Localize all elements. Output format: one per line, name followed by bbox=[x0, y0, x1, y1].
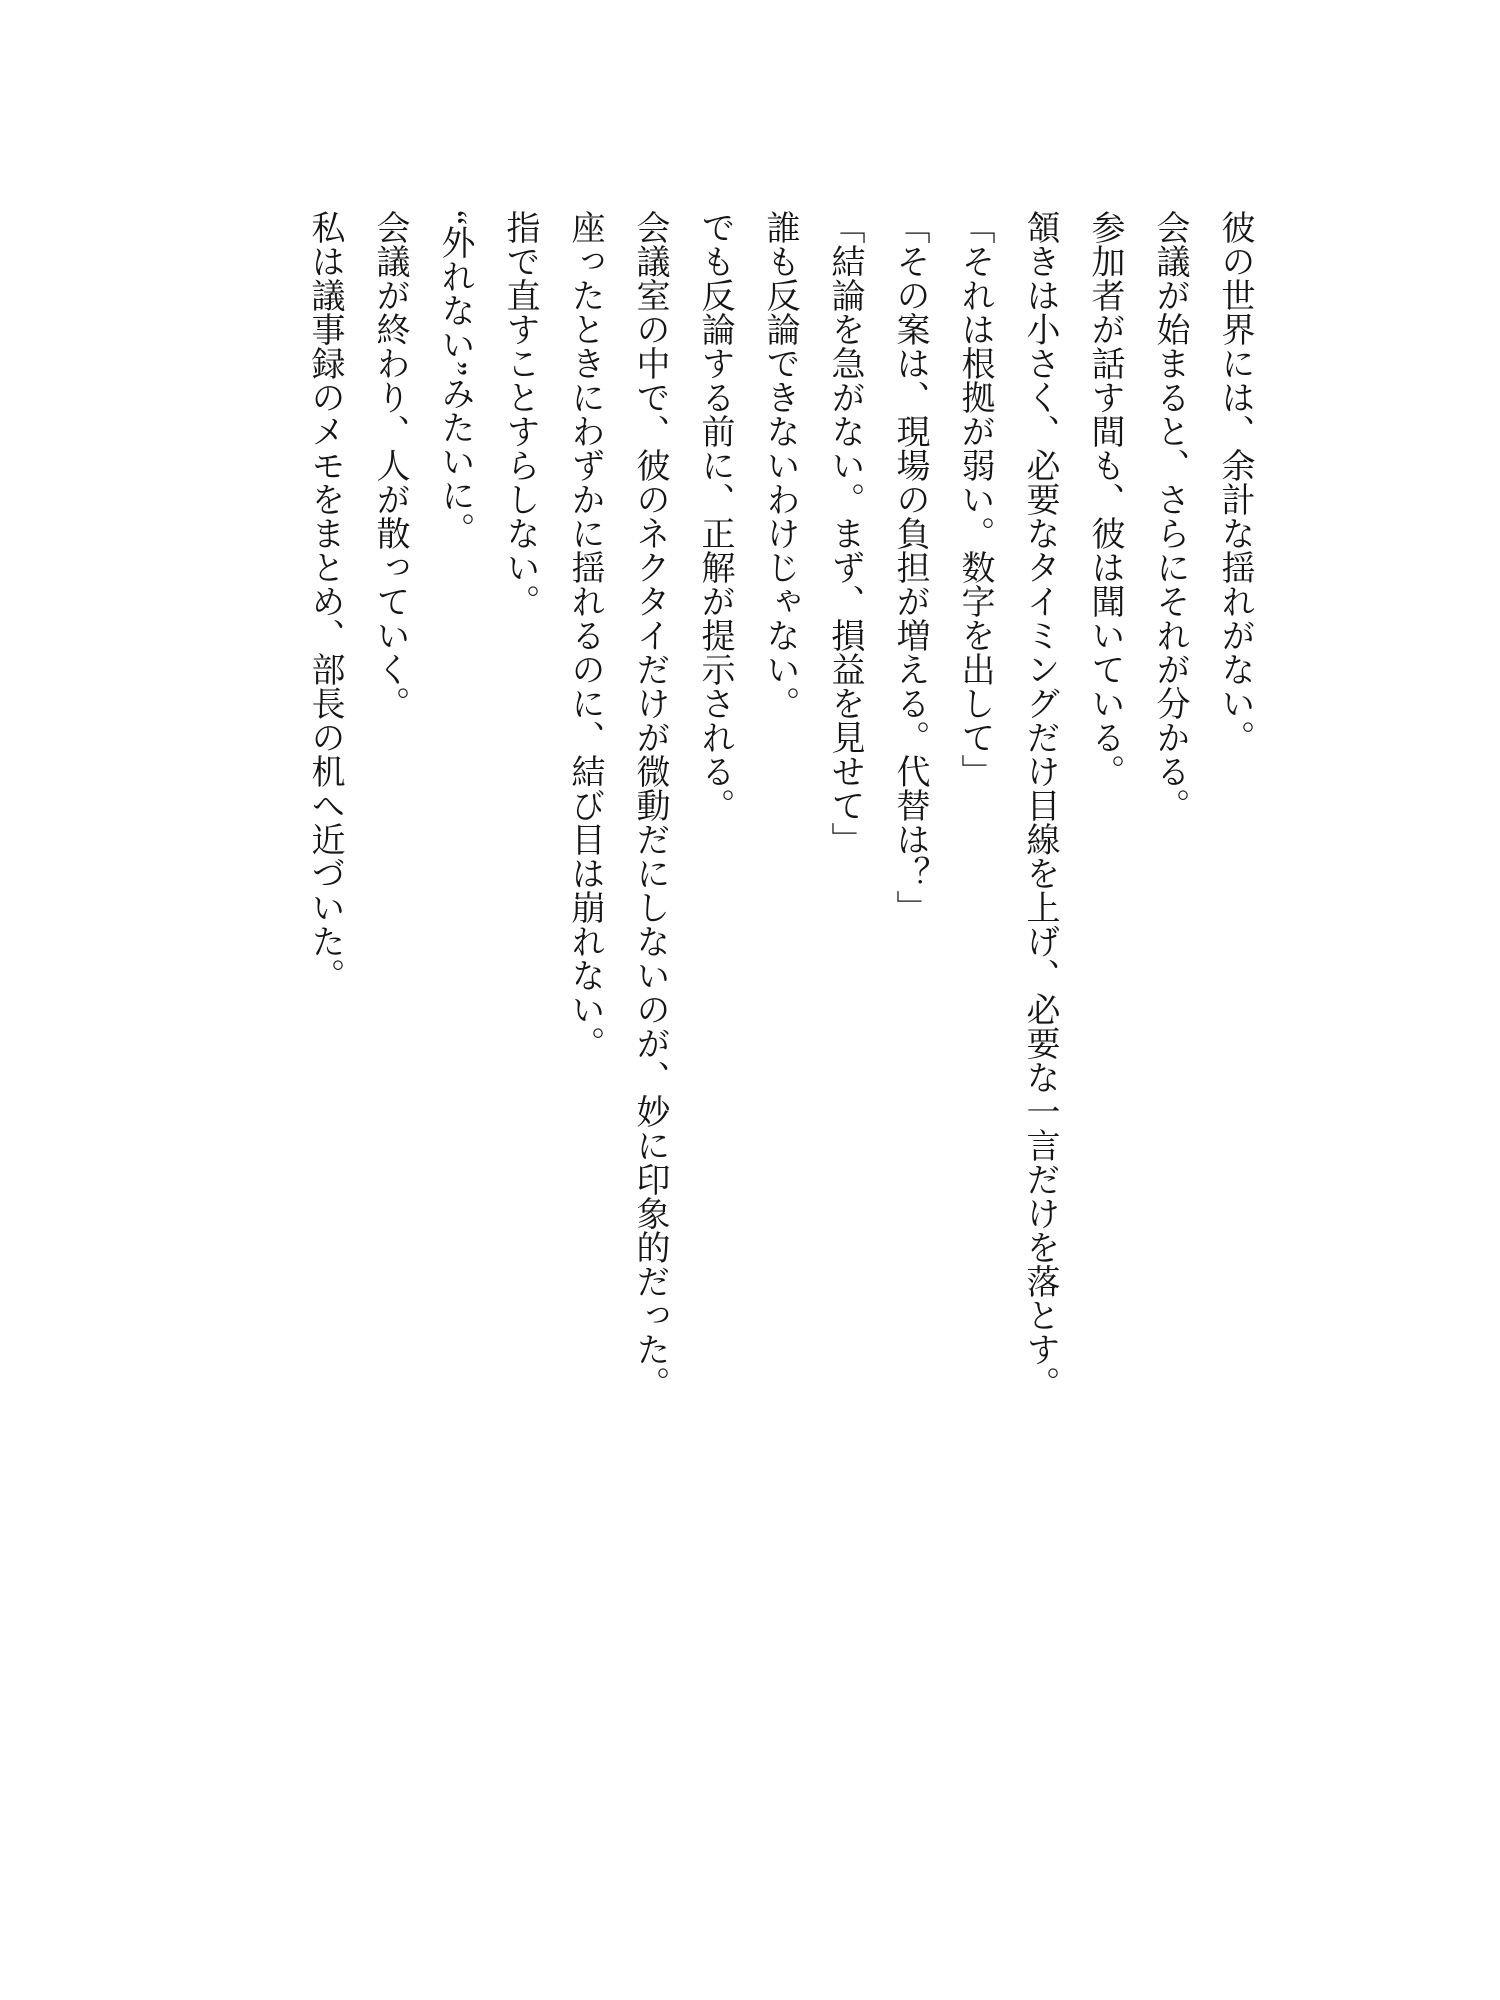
paragraph: 会議室の中で、彼のネクタイだけが微動だにしないのが、妙に印象的だった。 bbox=[631, 210, 668, 1400]
paragraph: 「結論を急がない。まず、損益を見せて」 bbox=[826, 210, 863, 856]
paragraph: 指で直すことすらしない。 bbox=[501, 210, 538, 618]
paragraph: 「それは根拠が弱い。数字を出して」 bbox=[956, 210, 993, 788]
paragraph: でも反論する前に、正解が提示される。 bbox=[696, 210, 733, 822]
paragraph: 彼の世界には、余計な揺れがない。 bbox=[1216, 210, 1253, 754]
paragraph: 会議が始まると、さらにそれが分かる。 bbox=[1151, 210, 1188, 822]
vertical-text-block bbox=[292, 210, 1267, 1490]
paragraph: 参加者が話す間も、彼は聞いている。 bbox=[1086, 210, 1123, 788]
paragraph: 私は議事録のメモをまとめ、部長の机へ近づいた。 bbox=[306, 210, 343, 992]
paragraph: 誰も反論できないわけじゃない。 bbox=[761, 210, 798, 720]
paragraph: “外れない”みたいに。 bbox=[436, 210, 473, 547]
paragraph: 「その案は、現場の負担が増える。代替は？」 bbox=[891, 210, 928, 924]
paragraph: 会議が終わり、人が散っていく。 bbox=[371, 210, 408, 720]
paragraph: 座ったときにわずかに揺れるのに、結び目は崩れない。 bbox=[566, 210, 603, 1060]
paragraph: 頷きは小さく、必要なタイミングだけ目線を上げ、必要な一言だけを落とす。 bbox=[1021, 210, 1058, 1400]
